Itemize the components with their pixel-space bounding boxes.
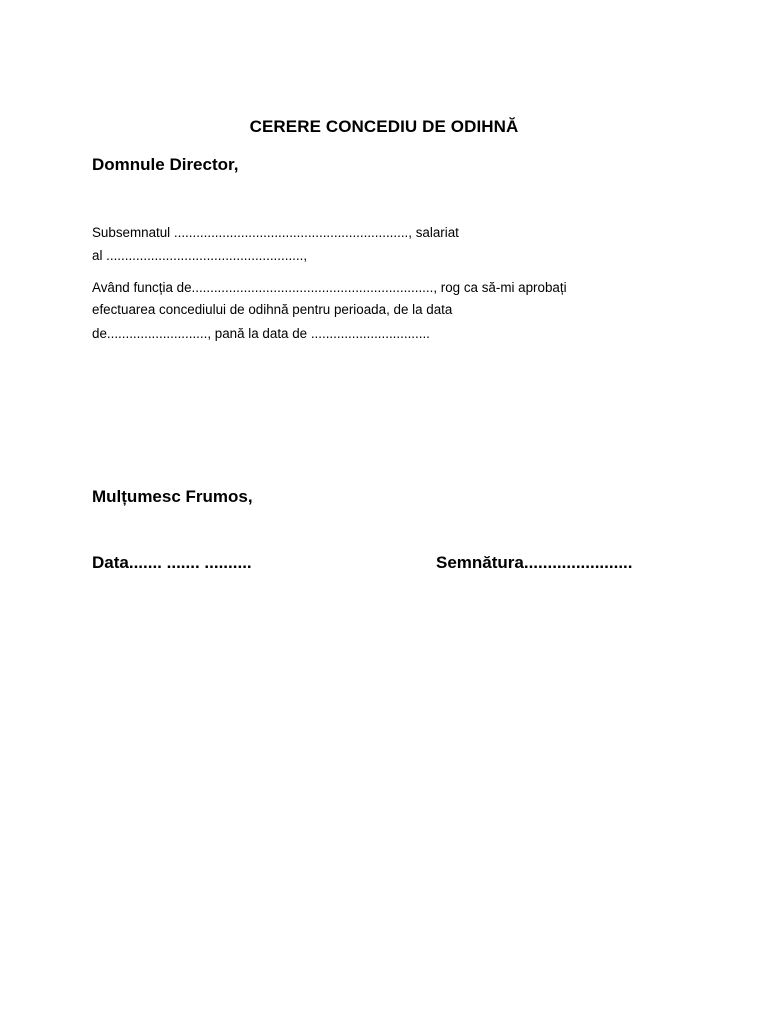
signature-field: Semnătura....................... bbox=[436, 553, 633, 572]
body-line-3: Având funcția de................................................................., rog ca să-mi aprobați bbox=[92, 280, 567, 295]
body-line-2: al ....................................................., bbox=[92, 248, 308, 263]
body-line-4: efectuarea concediului de odihnă pentru perioada, de la data bbox=[92, 302, 453, 317]
body-line-1: Subsemnatul ..............................................................., salariat bbox=[92, 225, 459, 240]
closing-line: Mulțumesc Frumos, bbox=[92, 487, 253, 506]
body-line-5: de..........................., pană la data de ................................ bbox=[92, 326, 430, 341]
salutation: Domnule Director, bbox=[92, 155, 239, 174]
date-field: Data....... ....... .......... bbox=[92, 553, 252, 572]
document-title: CERERE CONCEDIU DE ODIHNĂ bbox=[249, 117, 519, 136]
